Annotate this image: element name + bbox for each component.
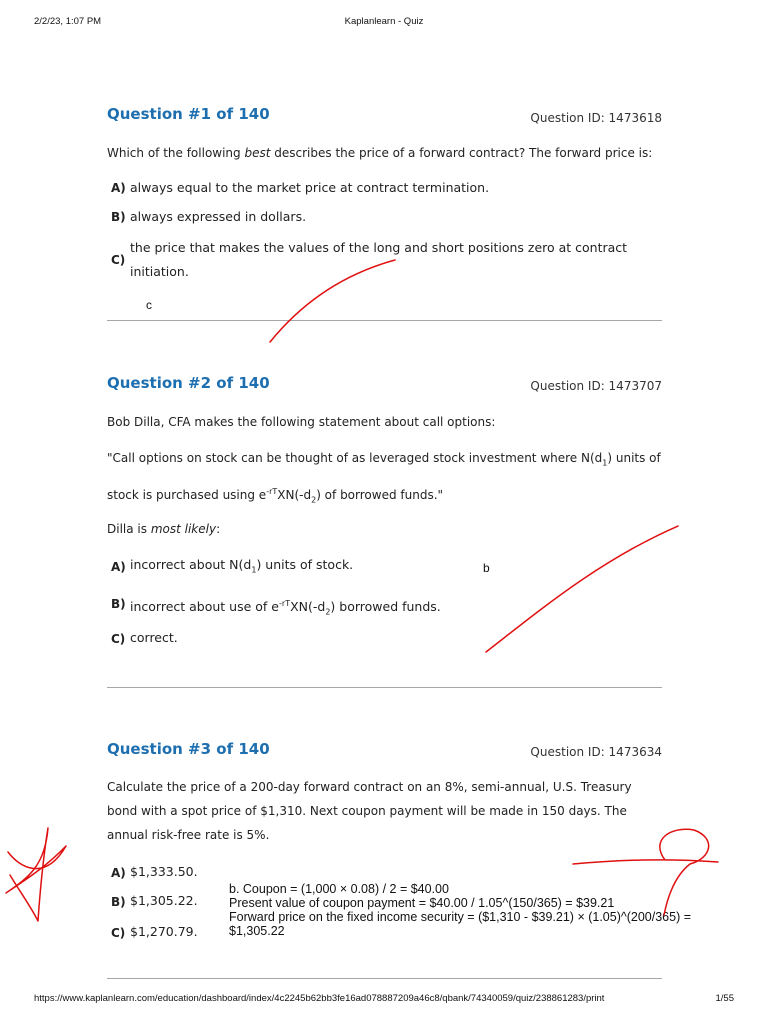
work-line: Forward price on the fixed income security = ($1,310 - $39.21) × (1.05)^(200/365) = (229, 910, 692, 924)
option-b-text: always expressed in dollars. (130, 209, 307, 224)
option-a-letter: A) (111, 560, 126, 574)
print-page-number: 1/55 (715, 993, 734, 1004)
option-b-text: incorrect about use of $e^{-rT}XN(-d_2)$ borrowed funds. (130, 599, 441, 617)
star-doodle (6, 828, 66, 921)
question-id: Question ID: 1473707 (530, 379, 662, 393)
print-url: https://www.kaplanlearn.com/education/dashboard/index/4c2245b62bb3fe16ad078887209a46c8/qbank/74340059/quiz/238861283/print (34, 993, 605, 1004)
question-stem: Calculate the price of a 200-day forward contract on an 8%, semi-annual, U.S. Treasury bond with a spot price of $1,310. Next coupon payment will be made in 150 days. The annual risk-free rate is 5%. (107, 780, 632, 842)
print-datetime: 2/2/23, 1:07 PM (34, 16, 102, 27)
option-a-letter: A) (111, 866, 126, 880)
option-a-text: incorrect about $N(d_1)$ units of stock. (130, 557, 354, 575)
work-line: b. Coupon = (1,000 × 0.08) / 2 = $40.00 (229, 882, 449, 896)
question-title: Question #2 of 140 (107, 374, 270, 392)
question-quote-line-2: stock is purchased using $e^{-rT}XN(-d_2)$ of borrowed funds." (107, 487, 444, 505)
question-divider (107, 687, 662, 688)
question-lead: Dilla is most likely: (107, 522, 221, 536)
option-a-text: $1,333.50. (130, 864, 198, 879)
question-divider (107, 320, 662, 321)
option-c-letter: C) (111, 632, 126, 646)
question-title: Question #3 of 140 (107, 740, 270, 758)
print-header (0, 16, 768, 30)
question-divider (107, 978, 662, 979)
option-c-text: correct. (130, 630, 178, 645)
question-id: Question ID: 1473618 (530, 111, 662, 125)
question-quote-line-1: "Call options on stock can be thought of as leveraged stock investment where $N(d_1)$ units of (107, 451, 661, 468)
print-footer (0, 993, 768, 1007)
handwritten-work-note (229, 882, 739, 938)
question-intro: Bob Dilla, CFA makes the following statement about call options: (107, 415, 496, 429)
question-title: Question #1 of 140 (107, 105, 270, 123)
work-line: $1,305.22 (229, 924, 285, 938)
option-a-letter: A) (111, 181, 126, 195)
question-stem: Which of the following best describes the price of a forward contract? The forward price is: (107, 146, 653, 160)
handwritten-answer: c (146, 298, 152, 312)
option-b-text: $1,305.22. (130, 893, 198, 908)
print-page-title: Kaplanlearn - Quiz (344, 16, 424, 27)
option-c-text: $1,270.79. (130, 924, 198, 939)
option-b-letter: B) (111, 895, 126, 909)
option-b-letter: B) (111, 210, 126, 224)
work-line: Present value of coupon payment = $40.00 / 1.05^(150/365) = $39.21 (229, 896, 615, 910)
question-id: Question ID: 1473634 (530, 745, 662, 759)
handwritten-answer: b (483, 561, 490, 575)
option-c-letter: C) (111, 926, 126, 940)
option-c-text: the price that makes the values of the long and short positions zero at contract initiation. (130, 240, 628, 279)
option-a-text: always equal to the market price at contract termination. (130, 180, 490, 195)
option-b-letter: B) (111, 597, 126, 611)
option-c-letter: C) (111, 253, 126, 267)
